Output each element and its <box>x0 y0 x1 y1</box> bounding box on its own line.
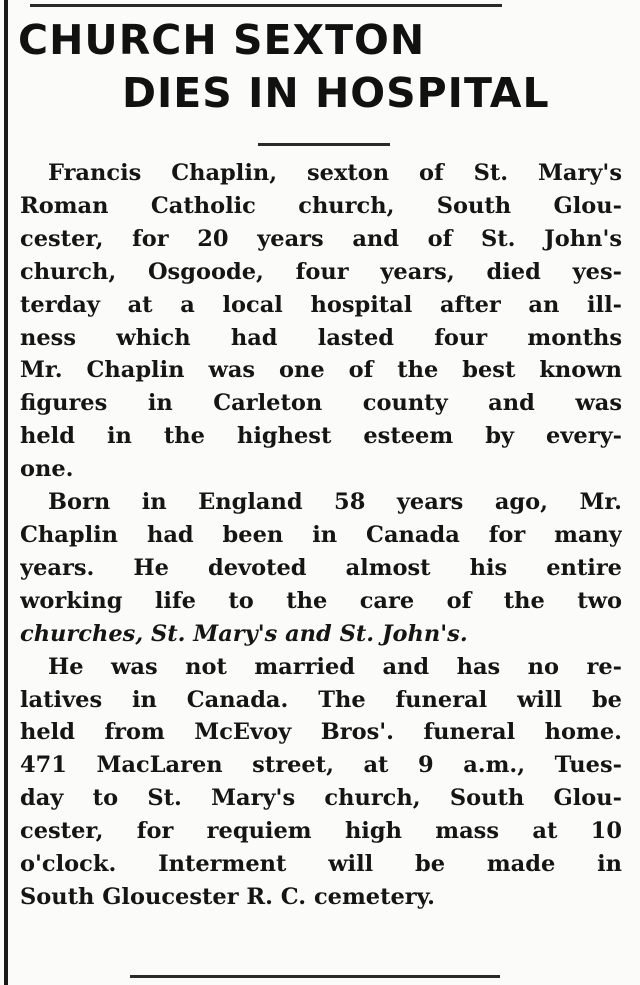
text-line: Roman Catholic church, South Glou- <box>20 192 622 219</box>
text-line: working life to the care of the two <box>20 587 622 614</box>
text-line: Francis Chaplin, sexton of St. Mary's <box>48 160 622 186</box>
text-line: held from McEvoy Bros'. funeral home. <box>20 719 622 746</box>
text-line: church, Osgoode, four years, died yes- <box>20 258 622 285</box>
headline-line-2: DIES IN HOSPITAL <box>122 69 550 117</box>
text-line: figures in Carleton county and was <box>20 390 622 417</box>
left-column-rule <box>4 0 8 985</box>
text-line: years. He devoted almost his entire <box>20 554 622 581</box>
text-line: Mr. Chaplin was one of the best known <box>20 357 622 384</box>
text-line: ness which had lasted four months <box>20 324 622 351</box>
text-line: latives in Canada. The funeral will be <box>20 686 622 713</box>
text-line: terday at a local hospital after an ill- <box>20 291 622 318</box>
top-rule <box>30 4 502 7</box>
paragraph-1 <box>20 157 622 486</box>
text-line: churches, St. Mary's and St. John's. <box>20 620 468 647</box>
paragraph-3 <box>20 651 622 914</box>
text-line: day to St. Mary's church, South Glou- <box>20 785 622 812</box>
paragraph-2 <box>20 486 622 651</box>
text-line: one. <box>20 456 74 483</box>
text-line: Chaplin had been in Canada for many <box>20 521 622 548</box>
text-line: o'clock. Interment will be made in <box>20 851 622 878</box>
headline <box>18 14 628 120</box>
text-line: 471 MacLaren street, at 9 a.m., Tues- <box>20 752 622 779</box>
bottom-rule <box>130 975 500 978</box>
text-line: held in the highest esteem by every- <box>20 423 622 450</box>
article-body <box>20 157 622 914</box>
headline-line-1: CHURCH SEXTON <box>18 16 426 64</box>
text-line: cester, for 20 years and of St. John's <box>20 225 622 252</box>
text-line: cester, for requiem high mass at 10 <box>20 818 622 845</box>
text-line: South Gloucester R. C. cemetery. <box>20 883 435 910</box>
text-line: Born in England 58 years ago, Mr. <box>48 489 622 516</box>
text-line: He was not married and has no re- <box>48 653 622 680</box>
headline-divider-rule <box>258 143 390 146</box>
